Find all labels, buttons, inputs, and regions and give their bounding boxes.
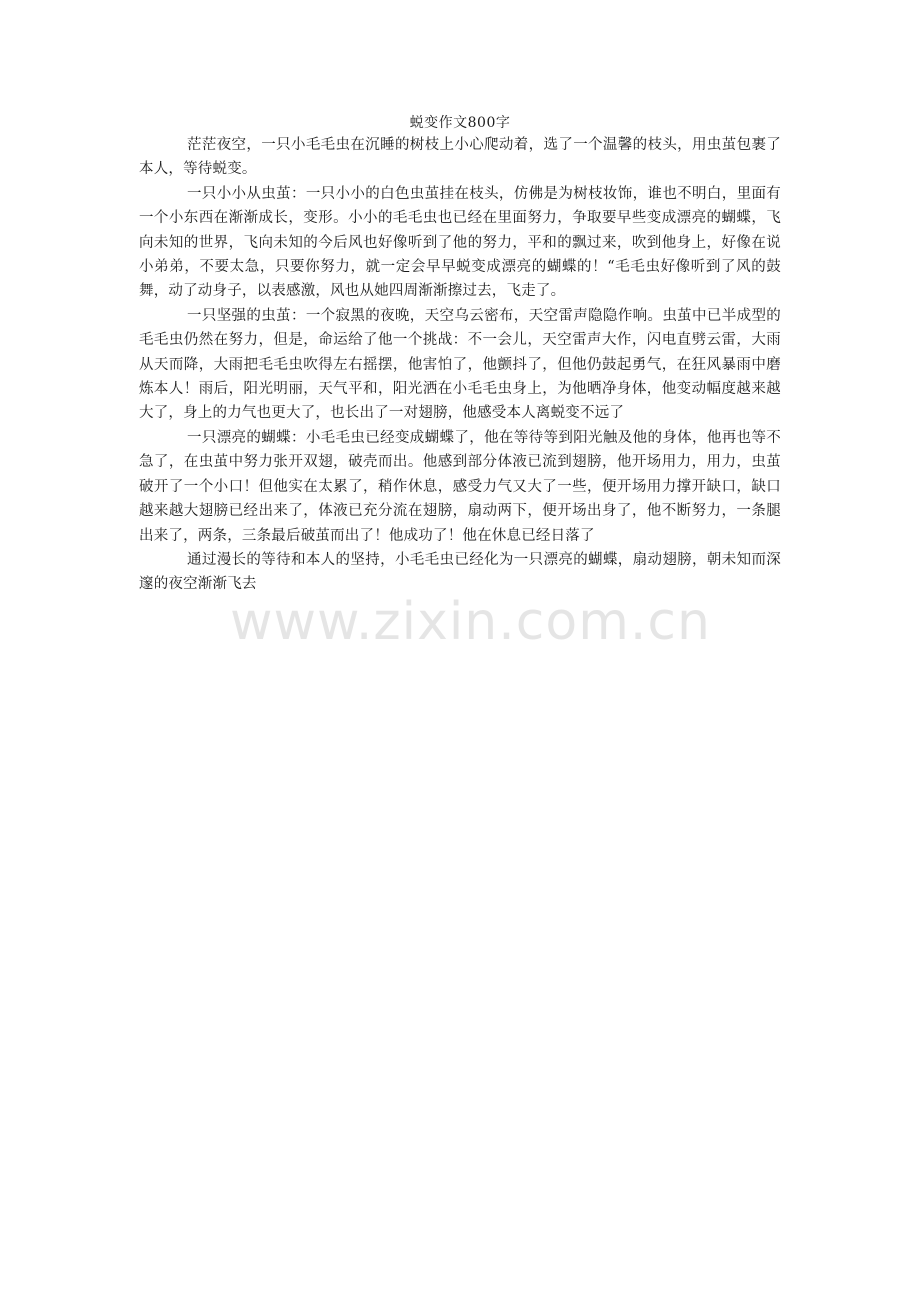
paragraph: 通过漫长的等待和本人的坚持，小毛毛虫已经化为一只漂亮的蝴蝶，扇动翅膀，朝未知而深邃的夜空渐渐飞去 <box>139 551 781 593</box>
document-body <box>139 133 781 597</box>
paragraph: 茫茫夜空，一只小毛毛虫在沉睡的树枝上小心爬动着，选了一个温馨的枝头，用虫茧包裹了本人，等待蜕变。 <box>139 137 781 178</box>
paragraph: 一只漂亮的蝴蝶：小毛毛虫已经变成蝴蝶了，他在等待等到阳光触及他的身体，他再也等不急了，在虫茧中努力张开双翅，破壳而出。他感到部分体液已流到翅膀，他开场用力，用力，虫茧破开了一个小口！但他实在太累了，稍作休息，感受力气又大了一些，便开场用力撑开缺口，缺口越来越大翅膀已经出来了，体液已充分流在翅膀，扇动两下，便开场出身了，他不断努力，一条腿出来了，两条，三条最后破茧而出了！他成功了！他在休息已经日落了 <box>139 429 781 544</box>
paragraph: 一只坚强的虫茧：一个寂黑的夜晚，天空乌云密布，天空雷声隐隐作响。虫茧中已半成型的毛毛虫仍然在努力，但是，命运给了他一个挑战：不一会儿，天空雷声大作，闪电直劈云雷，大雨从天而降，大雨把毛毛虫吹得左右摇摆，他害怕了，他颤抖了，但他仍鼓起勇气，在狂风暴雨中磨炼本人！雨后，阳光明丽，天气平和，阳光洒在小毛毛虫身上，为他晒净身体，他变动幅度越来越大了，身上的力气也更大了，也长出了一对翅膀，他感受本人离蜕变不远了 <box>139 307 781 422</box>
document-title: 蜕变作文800字 <box>409 115 511 131</box>
watermark: www.zixin.com.cn <box>230 592 711 652</box>
paragraph: 一只小小从虫茧：一只小小的白色虫茧挂在枝头，仿佛是为树枝妆饰，谁也不明白，里面有一个小东西在渐渐成长，变形。小小的毛毛虫也已经在里面努力，争取要早些变成漂亮的蝴蝶，飞向未知的世界，飞向未知的今后风也好像听到了他的努力，平和的飘过来，吹到他身上，好像在说 小弟弟，不要太急，只要你努力，就一定会早早蜕变成漂亮的蝴蝶的！“毛毛虫好像听到了风的鼓舞，动了动身子，以表感激，风也从她四周渐渐擦过去，飞走了。 <box>139 185 781 300</box>
